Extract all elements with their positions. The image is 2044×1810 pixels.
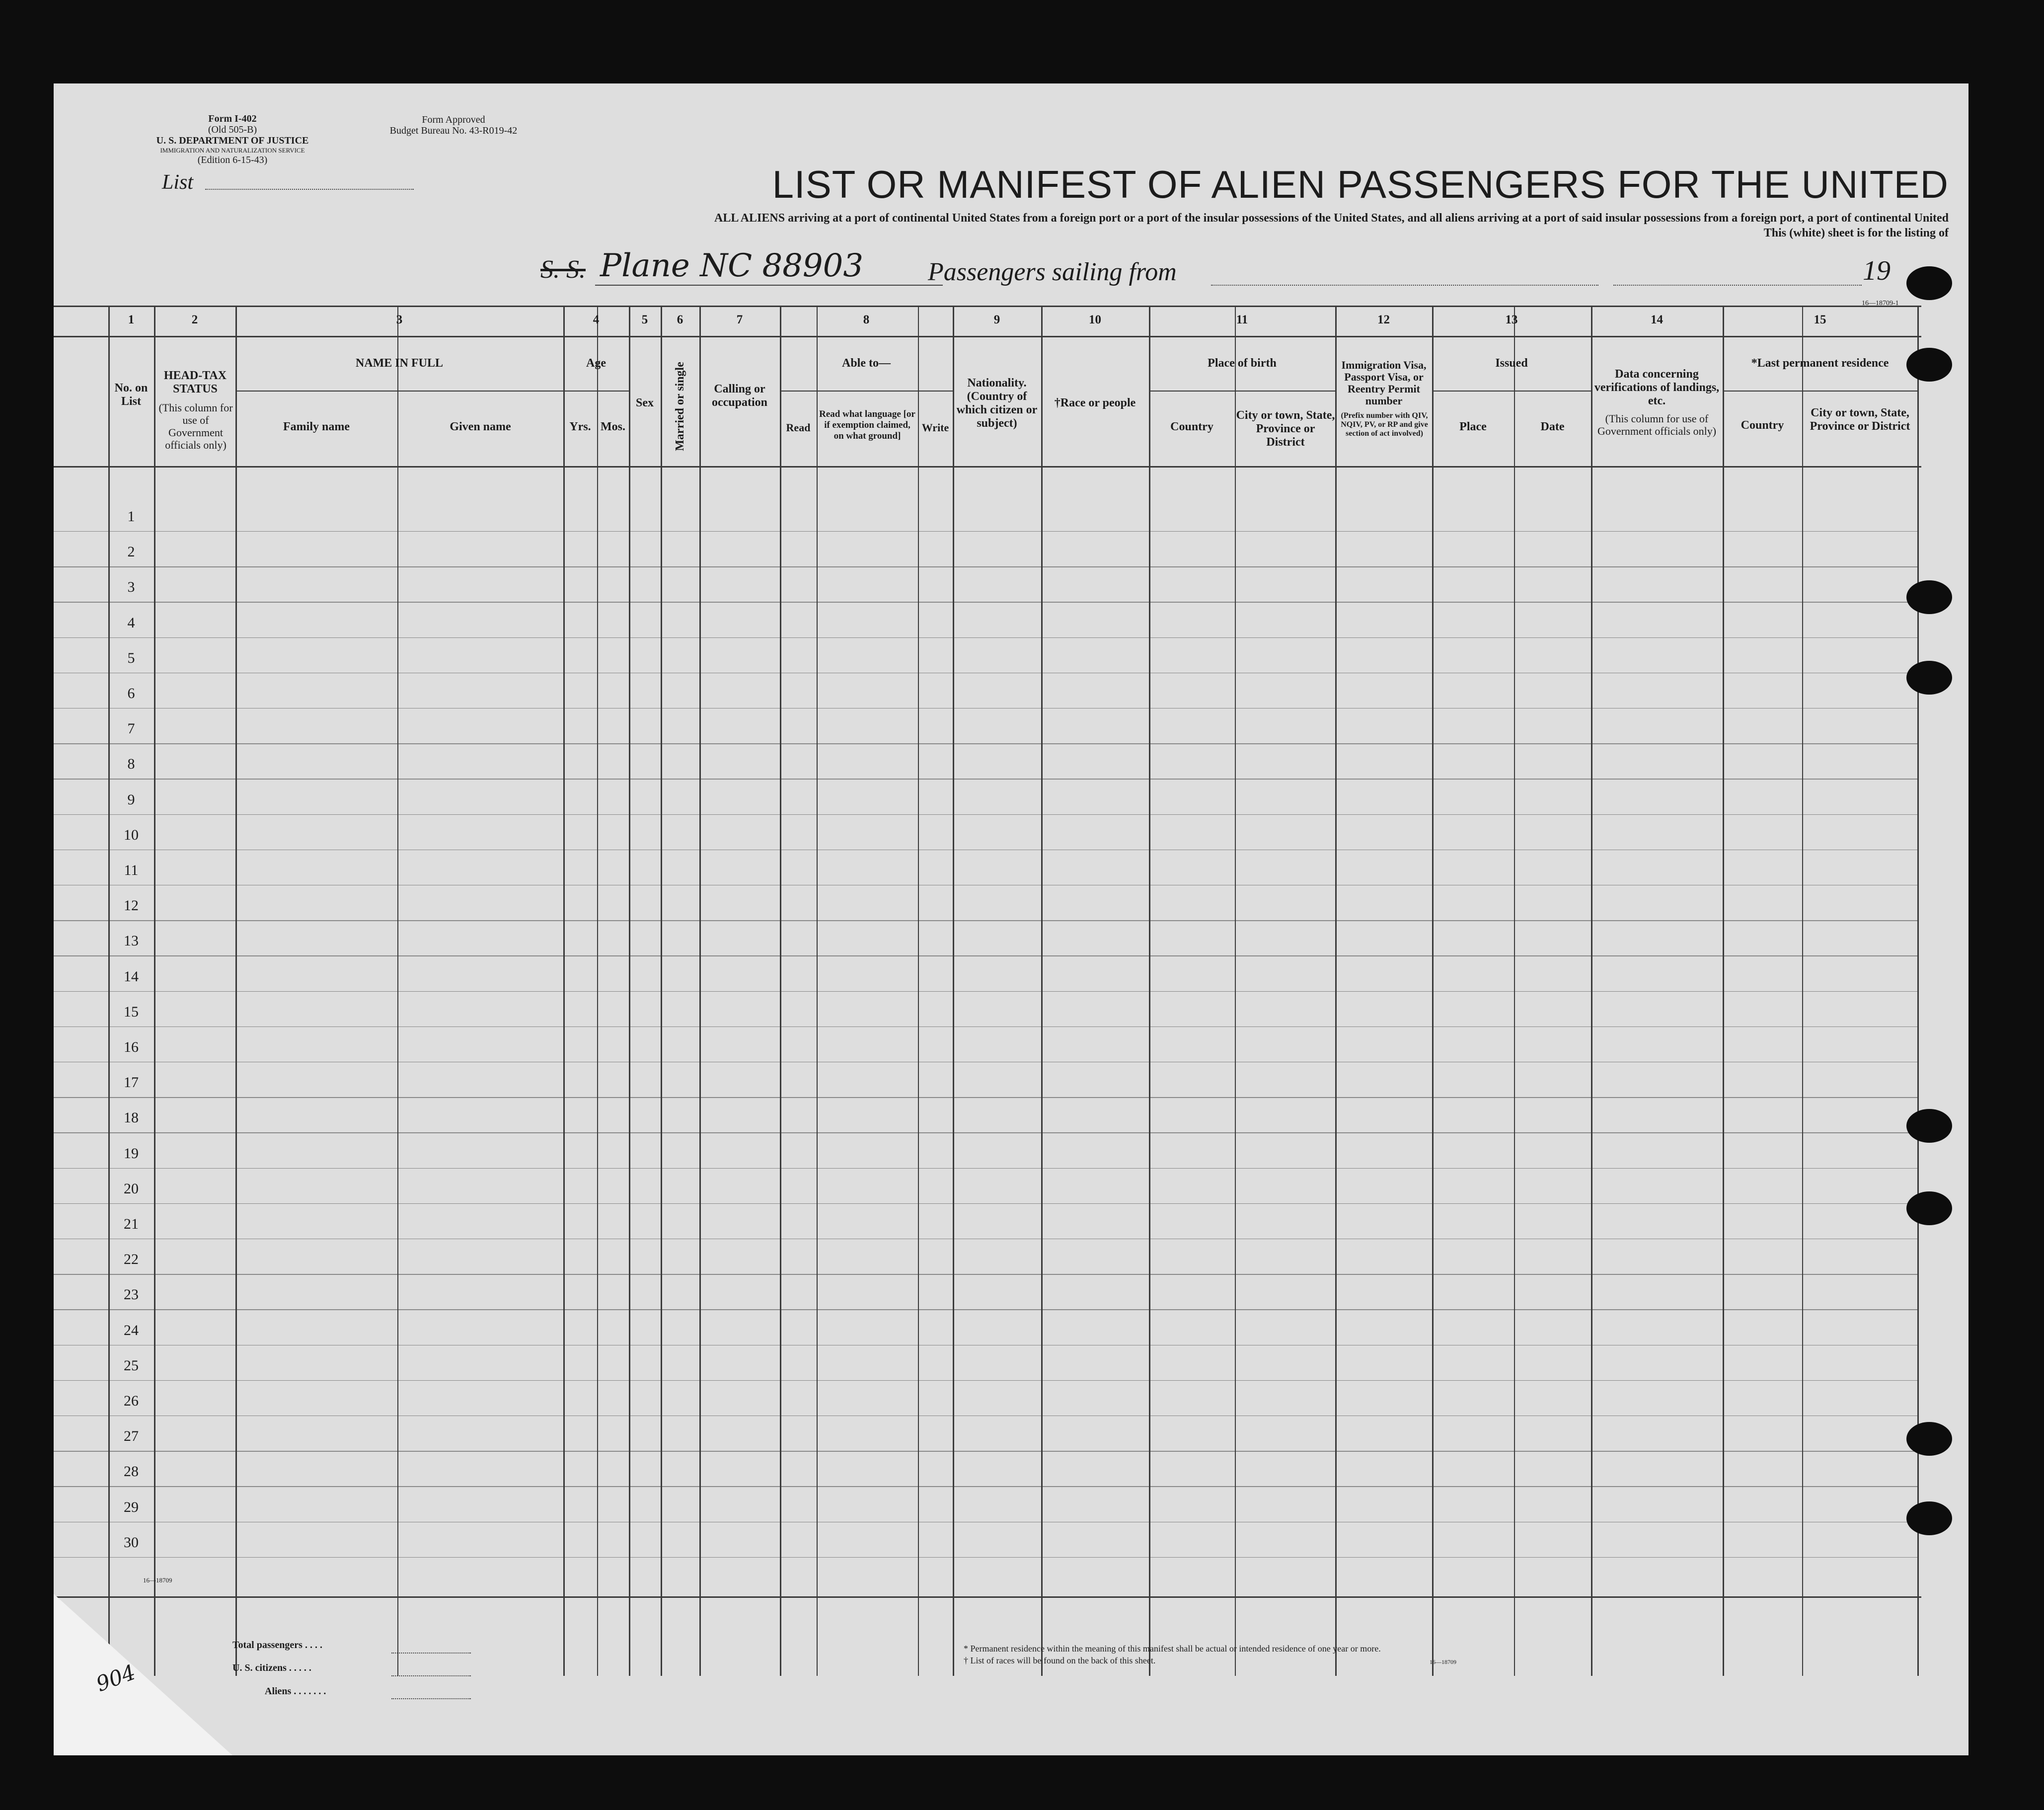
colnum-4: 4 <box>593 313 600 326</box>
header-verifications-note: (This column for use of Government officials only) <box>1597 412 1717 437</box>
sailing-from-line <box>1211 285 1598 286</box>
row-rule <box>54 1026 1917 1027</box>
colnum-10: 10 <box>1089 313 1101 326</box>
us-citizens-label: U. S. citizens . . . . . <box>232 1662 311 1673</box>
header-birth-city: City or town, State, Province or District <box>1236 409 1335 449</box>
punch-hole <box>1906 1501 1952 1535</box>
department: U. S. DEPARTMENT OF JUSTICE <box>156 135 309 146</box>
header-read-language: Read what language [or if exemption claimed, on what ground] <box>819 409 915 441</box>
row-rule <box>54 1486 1917 1487</box>
colnum-9: 9 <box>993 313 1000 326</box>
old-number: (Old 505-B) <box>208 124 257 135</box>
vessel-line <box>595 285 943 286</box>
page-title: LIST OR MANIFEST OF ALIEN PASSENGERS FOR THE UNITED <box>772 162 1949 206</box>
row-number: 19 <box>124 1145 139 1162</box>
row-rule <box>54 637 1917 638</box>
row-number: 20 <box>124 1180 139 1197</box>
service: IMMIGRATION AND NATURALIZATION SERVICE <box>160 147 305 154</box>
subtitle-line-2: This (white) sheet is for the listing of <box>1763 227 1949 239</box>
aliens-line <box>391 1698 471 1699</box>
header-name-in-full: NAME IN FULL <box>355 357 443 370</box>
row-number: 25 <box>124 1357 139 1374</box>
punch-hole <box>1906 580 1952 614</box>
colnum-7: 7 <box>736 313 743 326</box>
row-rule <box>54 566 1917 567</box>
colnum-12: 12 <box>1377 313 1390 326</box>
residence-subdivider <box>1723 391 1917 392</box>
issued-subdivider <box>1432 391 1591 392</box>
row-number: 2 <box>127 544 135 560</box>
header-verifications: Data concerning verifications of landings, etc. <box>1594 368 1720 407</box>
sailing-from-label: Passengers sailing from <box>928 258 1177 286</box>
header-birth-country: Country <box>1170 420 1213 433</box>
header-issued-date: Date <box>1540 420 1565 433</box>
header-residence-country: Country <box>1741 419 1784 432</box>
colnum-14: 14 <box>1651 313 1663 326</box>
row-number: 21 <box>124 1216 139 1232</box>
row-number: 1 <box>127 508 135 525</box>
colnum-6: 6 <box>677 313 683 326</box>
row-rule <box>54 955 1917 956</box>
header-given-name: Given name <box>450 420 511 433</box>
edition: (Edition 6-15-43) <box>197 155 268 165</box>
row-number: 26 <box>124 1393 139 1409</box>
year-prefix: 19 <box>1863 255 1891 286</box>
row-rule <box>54 920 1917 921</box>
colnum-11: 11 <box>1236 313 1248 326</box>
header-visa-note: (Prefix number with QIV, NQIV, PV, or RP and give section of act involved) <box>1341 411 1428 438</box>
vessel-prefix: S. S. <box>540 255 586 284</box>
row-number: 18 <box>124 1109 139 1126</box>
manifest-sheet <box>54 83 1968 1755</box>
header-mos: Mos. <box>601 420 625 433</box>
print-code-right: 16—18709 <box>1430 1658 1456 1665</box>
header-head-tax-note: (This column for use of Government officials only) <box>158 401 233 451</box>
row-number: 15 <box>124 1003 139 1020</box>
footnote-residence: * Permanent residence within the meaning of this manifest shall be actual or intended residence of one year or more. <box>964 1644 1381 1653</box>
row-number: 27 <box>124 1428 139 1445</box>
punch-hole <box>1906 266 1952 300</box>
subtitle-line-1: ALL ALIENS arriving at a port of continental United States from a foreign port or a port of the insular possessions of the United States, and all aliens arriving at a port of said insular possessions from a foreign port, a port of continental United <box>714 212 1949 225</box>
us-citizens-line <box>391 1675 471 1676</box>
colnum-15: 15 <box>1814 313 1826 326</box>
header-yrs: Yrs. <box>569 420 591 433</box>
header-able-to: Able to— <box>842 357 891 370</box>
colnum-8: 8 <box>863 313 870 326</box>
row-rule <box>54 1168 1917 1169</box>
header-head-tax: HEAD-TAX STATUS <box>163 369 227 395</box>
header-place-of-birth: Place of birth <box>1208 357 1277 370</box>
header-residence-city: City or town, State, Province or District <box>1810 406 1910 433</box>
colnum-bottom-border <box>54 336 1921 337</box>
row-number: 3 <box>127 579 135 596</box>
page-corner-curl <box>54 1594 232 1755</box>
header-no-on-list: No. on List <box>114 382 148 408</box>
header-age: Age <box>586 357 606 370</box>
punch-hole <box>1906 1109 1952 1143</box>
row-rule <box>54 1132 1917 1133</box>
row-rule <box>54 1309 1917 1310</box>
able-subdivider <box>780 391 953 392</box>
colnum-1: 1 <box>128 313 135 326</box>
row-number: 4 <box>127 614 135 631</box>
header-read: Read <box>786 421 811 434</box>
form-info <box>133 113 332 165</box>
punch-hole <box>1906 348 1952 382</box>
row-number: 23 <box>124 1286 139 1303</box>
form-approval <box>372 114 535 136</box>
aliens-label: Aliens . . . . . . . <box>265 1686 326 1697</box>
row-rule <box>54 814 1917 815</box>
colnum-3: 3 <box>396 313 403 326</box>
header-nationality: Nationality. (Country of which citizen or subject) <box>956 377 1038 430</box>
date-line <box>1613 285 1862 286</box>
colnum-13: 13 <box>1505 313 1518 326</box>
corner-mark: 904 <box>93 1659 139 1697</box>
row-number: 30 <box>124 1534 139 1551</box>
row-number: 8 <box>127 756 135 773</box>
header-issued-place: Place <box>1459 420 1487 433</box>
vessel-name-handwritten: Plane NC 88903 <box>600 247 864 284</box>
print-code-top: 16—18709-1 <box>1862 300 1899 307</box>
row-rule <box>54 1203 1917 1204</box>
header-bottom-border <box>54 466 1921 468</box>
header-write: Write <box>921 421 949 434</box>
header-married: Married or single <box>674 362 686 451</box>
row-number: 6 <box>127 685 135 702</box>
header-last-residence: *Last permanent residence <box>1751 357 1889 370</box>
colnum-2: 2 <box>191 313 198 326</box>
total-passengers-label: Total passengers . . . . <box>232 1640 322 1651</box>
footnote-races: † List of races will be found on the back of this sheet. <box>964 1655 1156 1665</box>
row-number: 16 <box>124 1039 139 1055</box>
form-approved: Form Approved <box>422 114 485 125</box>
row-rule <box>54 1557 1917 1558</box>
header-calling: Calling or occupation <box>711 383 767 409</box>
table-bottom-border <box>54 1596 1921 1598</box>
header-sex: Sex <box>636 396 654 409</box>
punch-hole <box>1906 661 1952 695</box>
header-family-name: Family name <box>283 420 350 433</box>
row-number: 14 <box>124 968 139 985</box>
header-race: †Race or people <box>1054 396 1136 409</box>
name-subdivider <box>235 391 563 392</box>
print-code-left: 16—18709 <box>143 1576 172 1584</box>
punch-hole <box>1906 1191 1952 1225</box>
list-label: List <box>162 171 194 194</box>
punch-hole <box>1906 1422 1952 1456</box>
row-number: 24 <box>124 1322 139 1338</box>
row-number: 29 <box>124 1498 139 1515</box>
form-number: Form I-402 <box>208 113 257 124</box>
row-rule <box>54 743 1917 744</box>
table-top-border <box>54 306 1921 307</box>
budget-bureau: Budget Bureau No. 43-R019-42 <box>389 125 518 136</box>
header-visa: Immigration Visa, Passport Visa, or Reentry Permit number <box>1341 359 1427 407</box>
colnum-5: 5 <box>641 313 648 326</box>
row-number: 9 <box>127 791 135 808</box>
row-number: 28 <box>124 1463 139 1480</box>
row-number: 13 <box>124 933 139 949</box>
row-number: 22 <box>124 1251 139 1268</box>
row-rule <box>54 531 1917 532</box>
birth-subdivider <box>1149 391 1335 392</box>
row-number: 12 <box>124 897 139 914</box>
header-issued: Issued <box>1495 357 1528 370</box>
row-rule <box>54 1097 1917 1098</box>
row-number: 7 <box>127 720 135 737</box>
row-rule <box>54 1380 1917 1381</box>
row-number: 5 <box>127 649 135 666</box>
age-subdivider <box>563 391 629 392</box>
list-line <box>205 189 414 190</box>
row-number: 17 <box>124 1074 139 1091</box>
row-rule <box>54 991 1917 992</box>
row-number: 11 <box>124 862 139 878</box>
row-number: 10 <box>124 826 139 843</box>
